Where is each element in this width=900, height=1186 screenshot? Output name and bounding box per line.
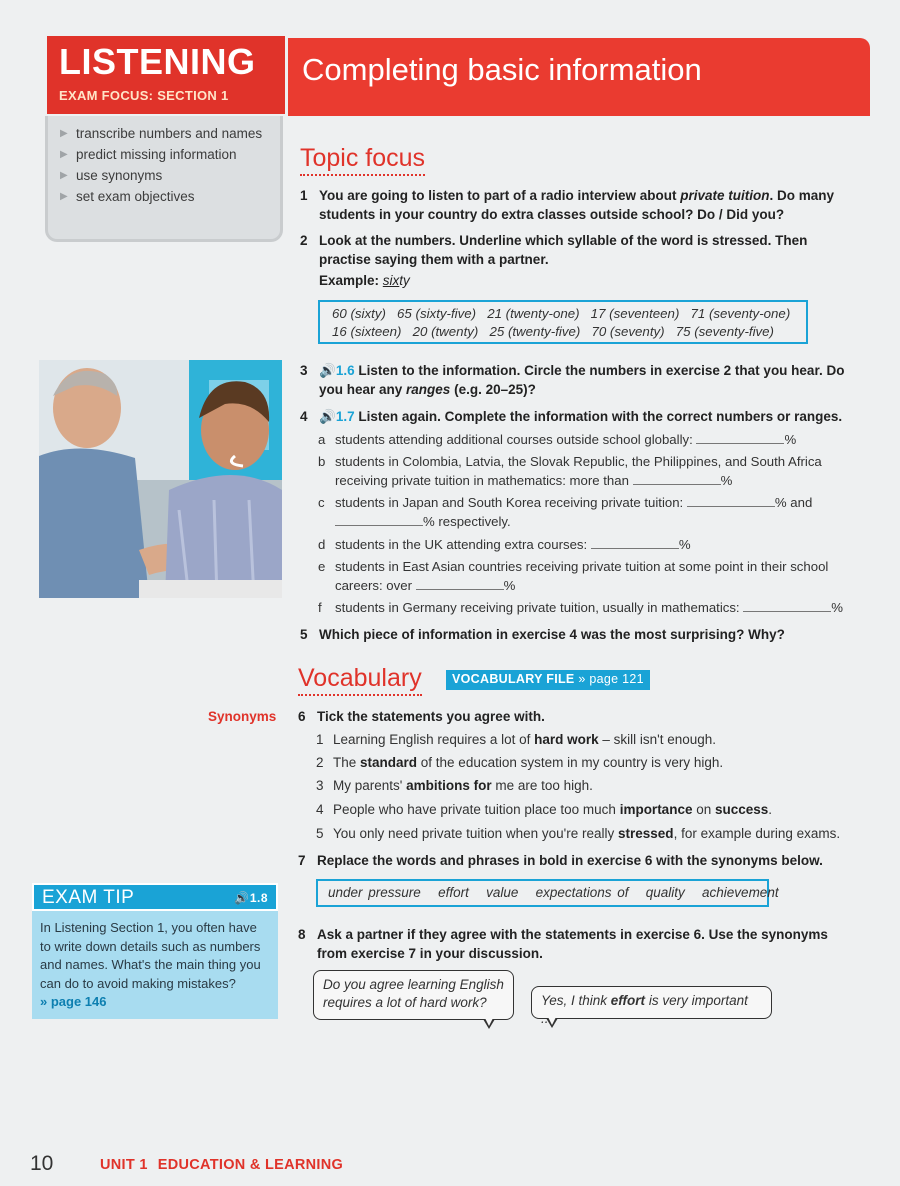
page-number: 10 xyxy=(30,1152,54,1175)
question-4: 4 🔊1.7 Listen again. Complete the information with the correct numbers or ranges. xyxy=(300,409,843,424)
answer-blank[interactable] xyxy=(335,525,423,526)
bubble-tail xyxy=(483,1019,495,1029)
numbers-box xyxy=(318,300,808,344)
audio-icon[interactable]: 🔊 xyxy=(319,363,336,378)
numbers-row: 16 (sixteen) 20 (twenty) 25 (twenty-five) 70 (seventy) 75 (seventy-five) xyxy=(332,324,774,339)
answer-blank[interactable] xyxy=(743,611,831,612)
question-8: 8 Ask a partner if they agree with the statements in exercise 6. Use the synonyms from exercise 7 in your discussion. xyxy=(298,927,828,961)
exam-focus: EXAM FOCUS: SECTION 1 xyxy=(59,88,229,103)
answer-blank[interactable] xyxy=(696,443,784,444)
objective-item: ▶ set exam objectives xyxy=(60,189,195,204)
vocabulary-file-link[interactable]: VOCABULARY FILE » page 121 xyxy=(446,670,650,690)
question-2: 2 Look at the numbers. Underline which syllable of the word is stressed. Then practise saying them with a partner. xyxy=(300,233,808,267)
statement-4: 4 People who have private tuition place too much importance on success. xyxy=(316,802,773,817)
vocabulary-heading: Vocabulary xyxy=(298,664,422,696)
triangle-bullet-icon: ▶ xyxy=(60,149,68,160)
item-e: e students in East Asian countries receiving private tuition at some point in their school careers: over % xyxy=(318,559,829,593)
exam-tip-header: EXAM TIP 🔊1.8 xyxy=(32,883,278,911)
statement-5: 5 You only need private tuition when you're really stressed, for example during exams. xyxy=(316,826,841,841)
triangle-bullet-icon: ▶ xyxy=(60,170,68,181)
numbers-row: 60 (sixty) 65 (sixty-five) 21 (twenty-one) 17 (seventeen) 71 (seventy-one) xyxy=(332,306,791,321)
exam-tip-audio[interactable]: 🔊1.8 xyxy=(234,891,268,905)
synonyms-box: under pressure effort value expectations of quality achievement xyxy=(316,879,769,907)
bubble-tail xyxy=(546,1018,558,1028)
exam-tip-body: In Listening Section 1, you often have to write down details such as numbers and names. What's the main thing you can do to avoid making mistakes? » page 146 xyxy=(32,911,278,1019)
question-6: 6 Tick the statements you agree with. xyxy=(298,709,545,724)
objective-item: ▶ use synonyms xyxy=(60,168,163,183)
statement-1: 1 Learning English requires a lot of hard work – skill isn't enough. xyxy=(316,732,717,747)
answer-blank[interactable] xyxy=(416,589,504,590)
statement-2: 2 The standard of the education system in my country is very high. xyxy=(316,755,724,770)
synonyms-label: Synonyms xyxy=(208,709,277,724)
triangle-bullet-icon: ▶ xyxy=(60,191,68,202)
question-1: 1 You are going to listen to part of a radio interview about private tuition. Do many students in your country do extra classes outside school? Do / Did you? xyxy=(300,188,835,222)
triangle-bullet-icon: ▶ xyxy=(60,128,68,139)
statement-3: 3 My parents' ambitions for me are too high. xyxy=(316,778,593,793)
students-photo xyxy=(39,360,282,598)
question-3: 3 🔊1.6 Listen to the information. Circle the numbers in exercise 2 that you hear. Do you hear any ranges (e.g. 20–25)? xyxy=(300,363,845,397)
objective-item: ▶ predict missing information xyxy=(60,147,237,162)
answer-blank[interactable] xyxy=(633,484,721,485)
section-title: LISTENING xyxy=(59,41,256,82)
footer-unit: UNIT 1 EDUCATION & LEARNING xyxy=(100,1157,344,1173)
answer-blank[interactable] xyxy=(591,548,679,549)
speech-bubble-question: Do you agree learning English requires a lot of hard work? xyxy=(313,970,514,1020)
item-b: b students in Colombia, Latvia, the Slovak Republic, the Philippines, and South Africa receiving private tuition in mathematics: more than % xyxy=(318,454,822,488)
speech-bubble-answer: Yes, I think effort is very important ... xyxy=(531,986,772,1019)
item-f: f students in Germany receiving private tuition, usually in mathematics: % xyxy=(318,600,843,615)
question-5: 5 Which piece of information in exercise 4 was the most surprising? Why? xyxy=(300,627,785,642)
answer-blank[interactable] xyxy=(687,506,775,507)
example: Example: sixty xyxy=(319,273,410,288)
question-7: 7 Replace the words and phrases in bold in exercise 6 with the synonyms below. xyxy=(298,853,823,868)
objectives-box xyxy=(45,116,283,242)
objective-item: ▶ transcribe numbers and names xyxy=(60,126,263,141)
item-a: a students attending additional courses outside school globally: % xyxy=(318,432,797,447)
item-d: d students in the UK attending extra courses: % xyxy=(318,537,691,552)
section-banner xyxy=(47,36,285,114)
item-c: c students in Japan and South Korea receiving private tuition: % and % respectively. xyxy=(318,495,813,529)
audio-icon: 🔊 xyxy=(234,891,250,905)
exam-tip-link[interactable]: » page 146 xyxy=(40,994,107,1009)
topic-focus-heading: Topic focus xyxy=(300,144,425,176)
audio-icon[interactable]: 🔊 xyxy=(319,409,336,424)
page-title: Completing basic information xyxy=(288,38,870,116)
